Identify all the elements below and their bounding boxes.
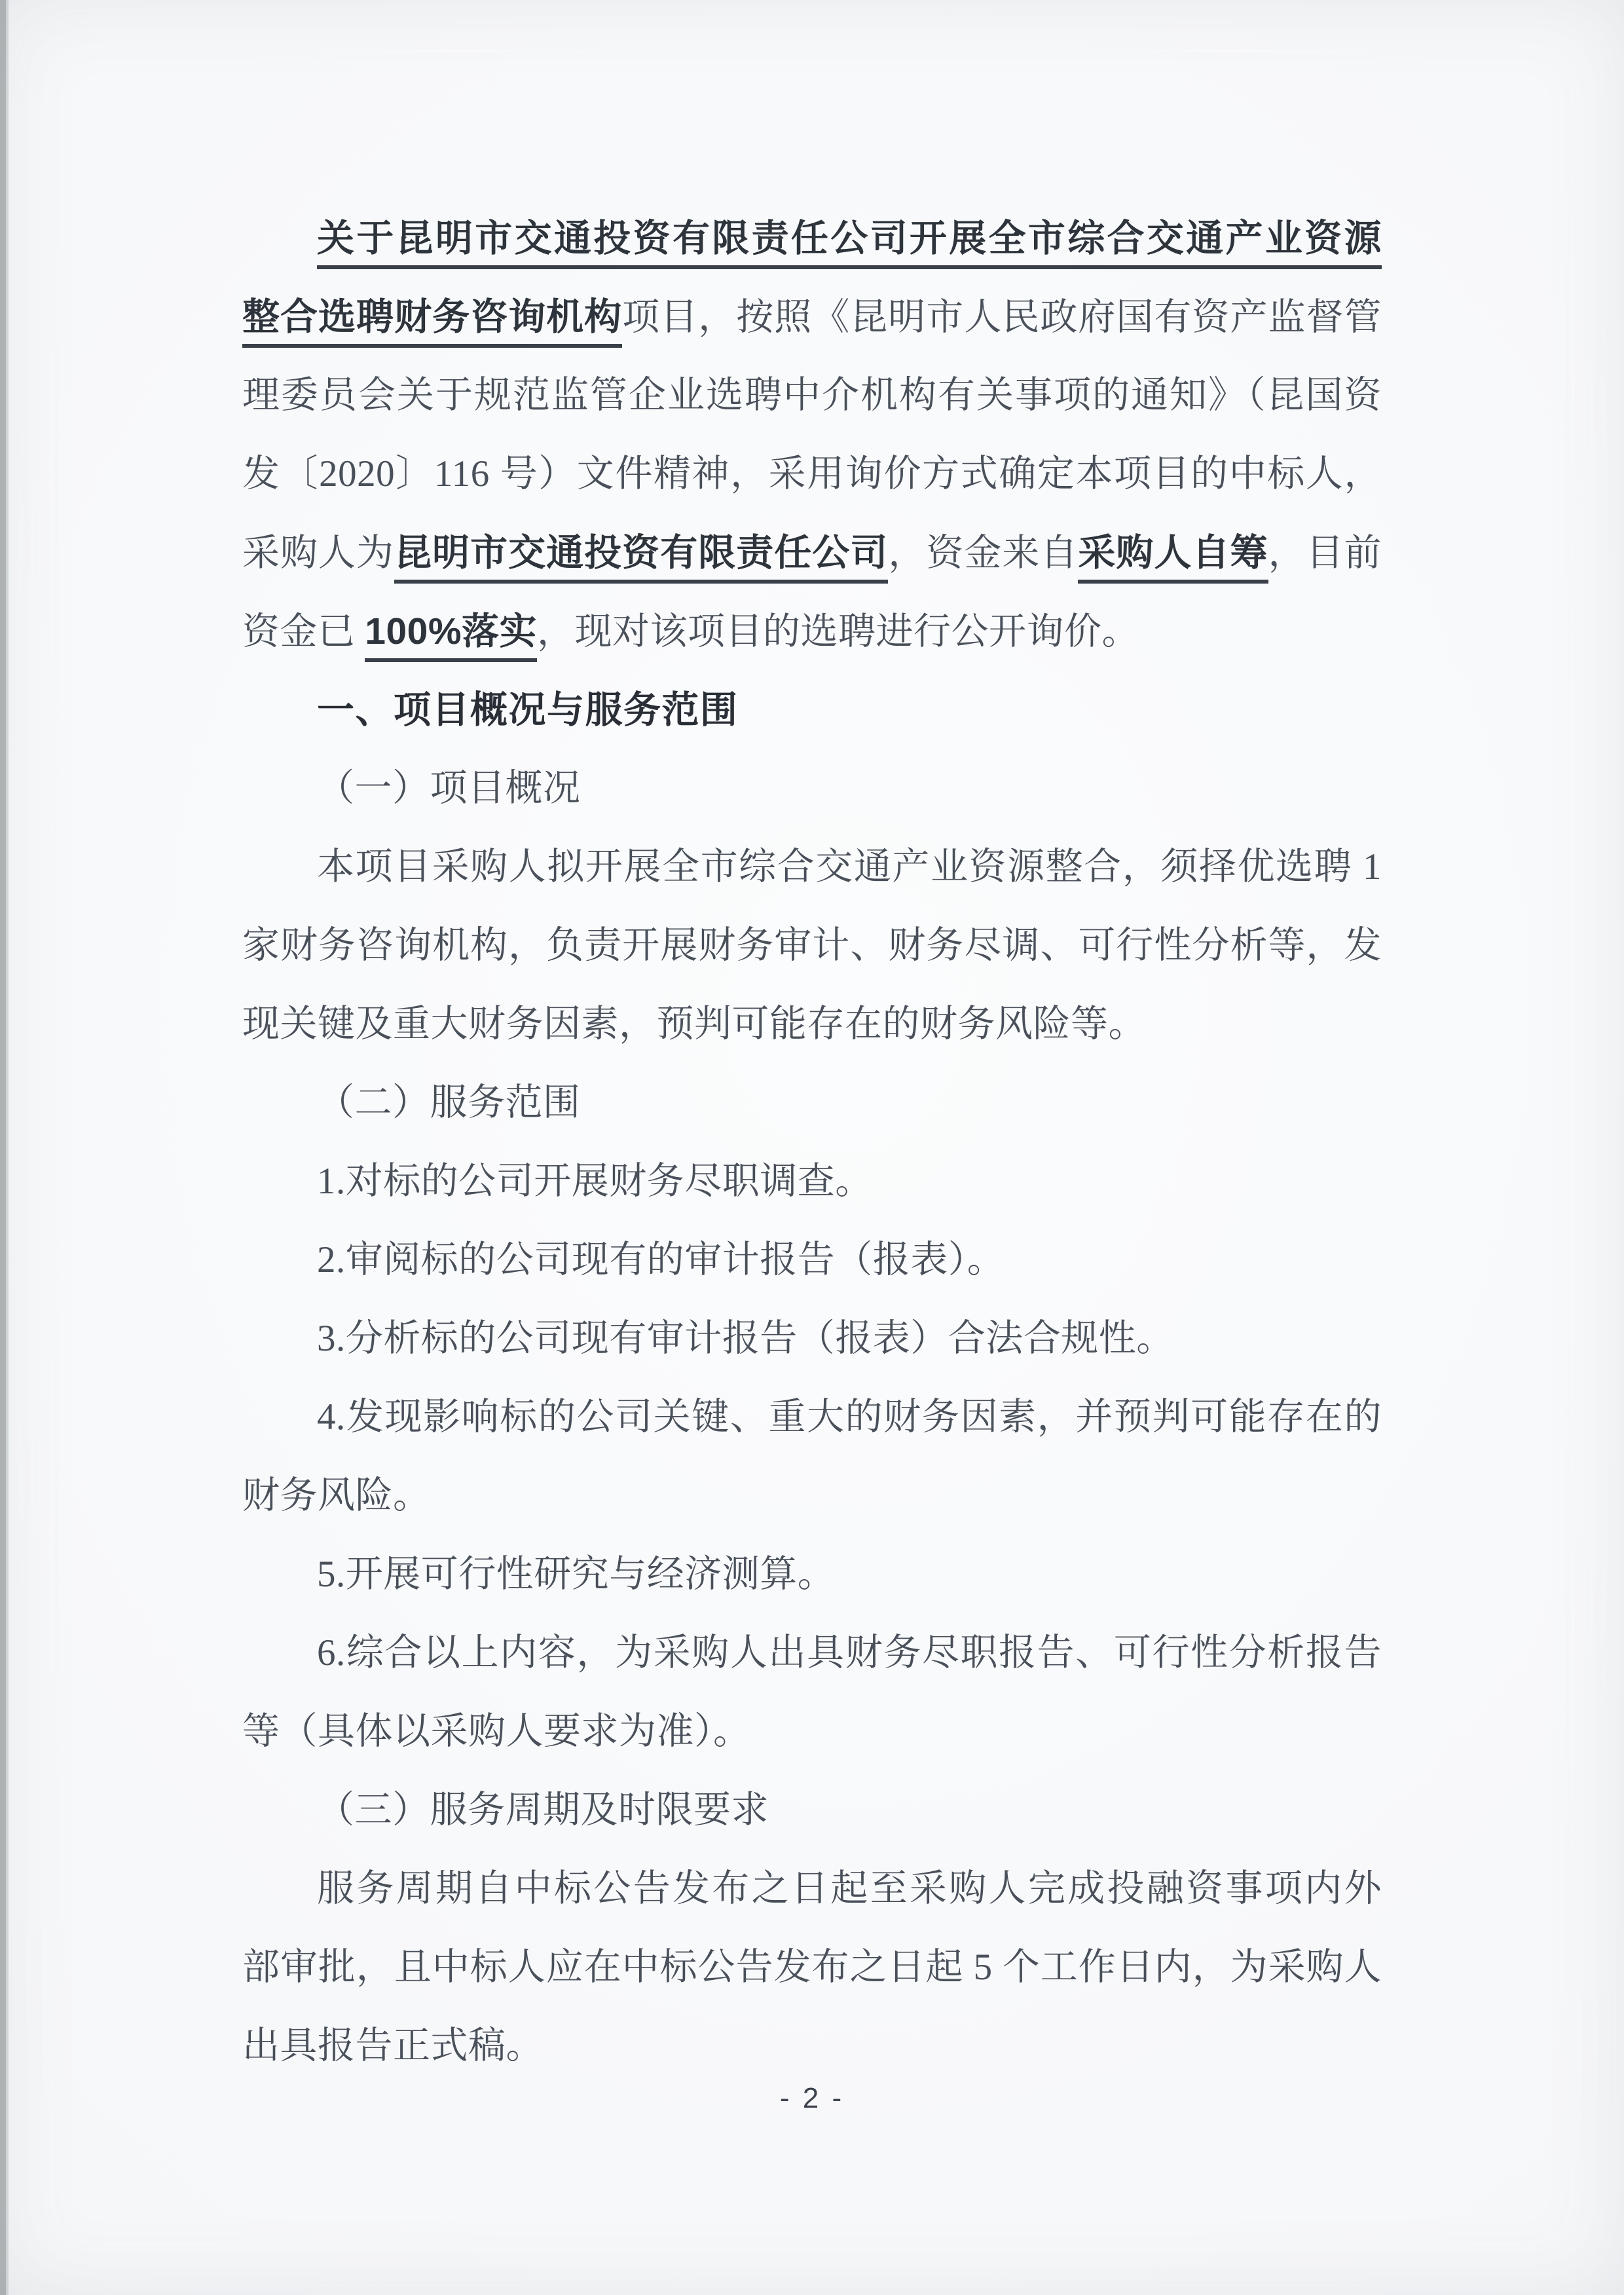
scan-edge-strip (0, 0, 6, 2295)
emphasized-text-run: 关于昆明市交通投资有限责任公司开展全市综合交通产业资源 (317, 217, 1382, 269)
text-line (242, 1535, 1382, 1614)
text-line (242, 1457, 1382, 1535)
text-run: 6.综合以上内容，为采购人出具财务尽职报告、可行性分析报告 (317, 1632, 1382, 1673)
text-line (242, 1299, 1382, 1378)
document-body (242, 199, 1382, 2085)
text-line (242, 435, 1382, 513)
text-run: 资金已 (242, 611, 365, 652)
text-run: （三）服务周期及时限要求 (317, 1789, 769, 1831)
text-run: 部审批，且中标人应在中标公告发布之日起 5 个工作日内，为采购人 (242, 1947, 1382, 1988)
text-run: 采购人为 (242, 532, 395, 574)
emphasized-text-run: 昆明市交通投资有限责任公司 (394, 532, 888, 584)
text-line (242, 278, 1382, 356)
text-line (242, 356, 1382, 435)
text-run: 家财务咨询机构，负责开展财务审计、财务尽调、可行性分析等，发 (242, 925, 1382, 966)
scan-edge-strip-light (6, 0, 9, 2295)
text-line (242, 1378, 1382, 1457)
text-line (242, 1692, 1382, 1771)
text-line (242, 1064, 1382, 1142)
text-run: ，资金来自 (888, 532, 1079, 574)
text-line (242, 199, 1382, 278)
text-line (242, 1771, 1382, 1850)
text-run: （一）项目概况 (317, 768, 581, 809)
text-run: 本项目采购人拟开展全市综合交通产业资源整合，须择优选聘 1 (317, 846, 1382, 887)
text-line (242, 1614, 1382, 1692)
text-line (242, 985, 1382, 1064)
text-run: 理委员会关于规范监管企业选聘中介机构有关事项的通知》（昆国资 (242, 375, 1382, 416)
section-heading (242, 671, 1382, 749)
text-run: 服务周期自中标公告发布之日起至采购人完成投融资事项内外 (317, 1868, 1382, 1909)
text-run: 一、项目概况与服务范围 (317, 689, 739, 731)
text-line (242, 1850, 1382, 1928)
text-run: ，目前 (1268, 532, 1382, 574)
text-run: 1.对标的公司开展财务尽职调查。 (317, 1161, 873, 1202)
emphasized-text-run: 采购人自筹 (1078, 532, 1268, 584)
text-line (242, 513, 1382, 592)
text-line (242, 906, 1382, 985)
text-line (242, 2007, 1382, 2085)
text-run: 财务风险。 (242, 1475, 431, 1516)
text-run: 5.开展可行性研究与经济测算。 (317, 1554, 836, 1595)
text-line (242, 828, 1382, 906)
text-run: 4.发现影响标的公司关键、重大的财务因素，并预判可能存在的 (317, 1396, 1382, 1438)
text-run: 项目，按照《昆明市人民政府国有资产监督管 (622, 297, 1382, 338)
text-run: 发〔2020〕116 号）文件精神，采用询价方式确定本项目的中标人， (242, 453, 1382, 494)
page-number: - 2 - (779, 2082, 845, 2114)
text-line (242, 1928, 1382, 2007)
text-line (242, 592, 1382, 671)
emphasized-text-run: 整合选聘财务咨询机构 (242, 296, 622, 348)
text-run: 3.分析标的公司现有审计报告（报表）合法合规性。 (317, 1318, 1174, 1359)
emphasized-text-run: 100%落实 (365, 610, 537, 662)
text-run: 出具报告正式稿。 (242, 2025, 544, 2066)
text-line (242, 1221, 1382, 1299)
text-run: 等（具体以采购人要求为准）。 (242, 1711, 751, 1752)
text-line (242, 1142, 1382, 1221)
text-run: （二）服务范围 (317, 1082, 581, 1123)
text-run: 现关键及重大财务因素，预判可能存在的财务风险等。 (242, 1003, 1146, 1045)
text-run: 2.审阅标的公司现有的审计报告（报表）。 (317, 1239, 1005, 1280)
text-line (242, 749, 1382, 828)
text-run: ，现对该项目的选聘进行公开询价。 (537, 611, 1140, 652)
